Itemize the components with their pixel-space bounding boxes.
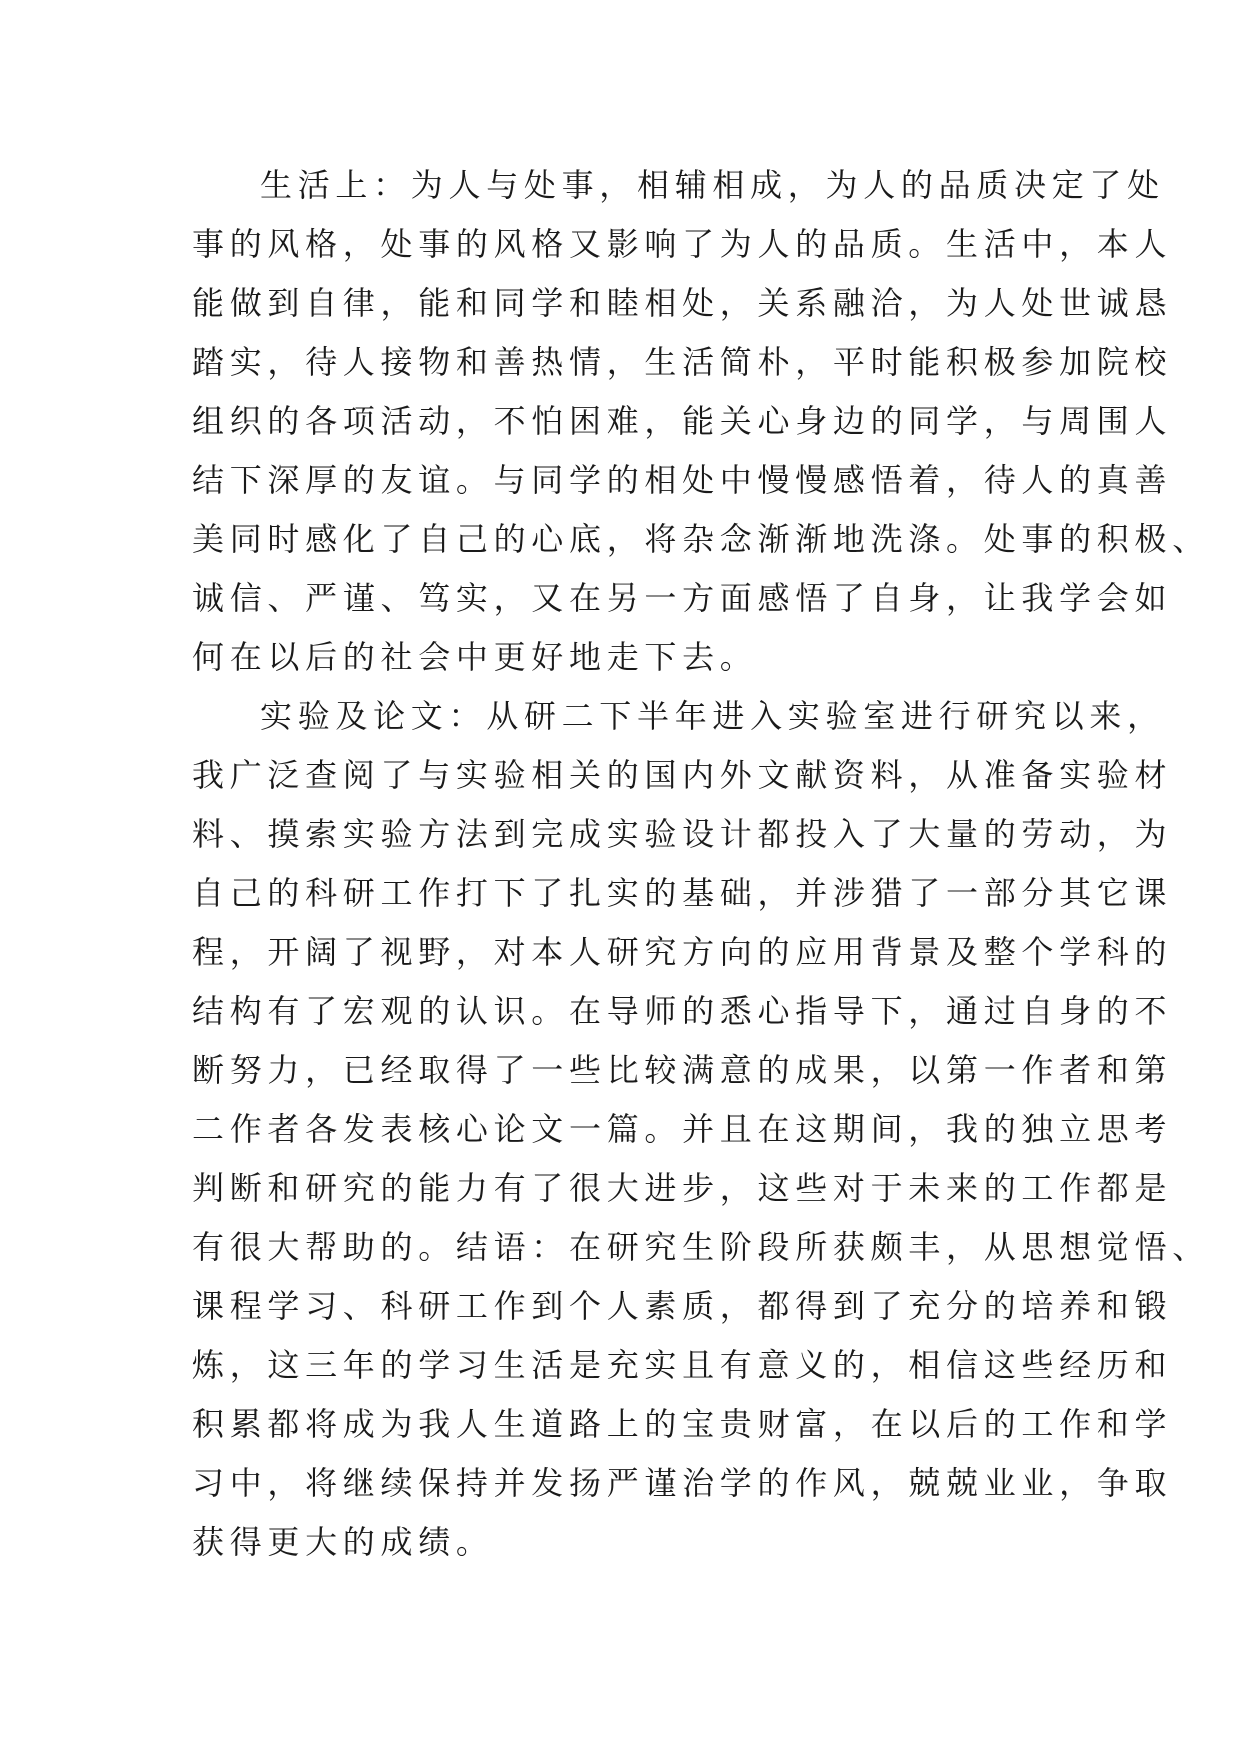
- text-line: 获得更大的成绩。: [192, 1523, 494, 1561]
- text-line: 有很大帮助的。结语：在研究生阶段所获颇丰，从思想觉悟、: [192, 1228, 1210, 1266]
- text-line: 何在以后的社会中更好地走下去。: [192, 638, 758, 676]
- text-line: 实验及论文：从研二下半年进入实验室进行研究以来，: [260, 697, 1165, 735]
- text-line: 生活上：为人与处事，相辅相成，为人的品质决定了处: [260, 166, 1165, 204]
- text-line: 事的风格，处事的风格又影响了为人的品质。生活中，本人: [192, 225, 1173, 263]
- paragraph-life: [0, 160, 1241, 691]
- text-line: 习中，将继续保持并发扬严谨治学的作风，兢兢业业，争取: [192, 1464, 1173, 1502]
- text-line: 能做到自律，能和同学和睦相处，关系融洽，为人处世诚恳: [192, 284, 1173, 322]
- text-line: 诚信、严谨、笃实，又在另一方面感悟了自身，让我学会如: [192, 579, 1173, 617]
- text-line: 自己的科研工作打下了扎实的基础，并涉猎了一部分其它课: [192, 874, 1173, 912]
- text-line: 判断和研究的能力有了很大进步，这些对于未来的工作都是: [192, 1169, 1173, 1207]
- text-line: 踏实，待人接物和善热情，生活简朴，平时能积极参加院校: [192, 343, 1173, 381]
- paragraph-experiment-and-thesis: [0, 691, 1241, 1576]
- text-line: 二作者各发表核心论文一篇。并且在这期间，我的独立思考: [192, 1110, 1173, 1148]
- text-line: 课程学习、科研工作到个人素质，都得到了充分的培养和锻: [192, 1287, 1173, 1325]
- text-line: 炼，这三年的学习生活是充实且有意义的，相信这些经历和: [192, 1346, 1173, 1384]
- text-line: 料、摸索实验方法到完成实验设计都投入了大量的劳动，为: [192, 815, 1173, 853]
- text-line: 美同时感化了自己的心底，将杂念渐渐地洗涤。处事的积极、: [192, 520, 1210, 558]
- text-line: 结构有了宏观的认识。在导师的悉心指导下，通过自身的不: [192, 992, 1173, 1030]
- text-line: 积累都将成为我人生道路上的宝贵财富，在以后的工作和学: [192, 1405, 1173, 1443]
- text-line: 结下深厚的友谊。与同学的相处中慢慢感悟着，待人的真善: [192, 461, 1173, 499]
- text-line: 组织的各项活动，不怕困难，能关心身边的同学，与周围人: [192, 402, 1173, 440]
- text-line: 程，开阔了视野，对本人研究方向的应用背景及整个学科的: [192, 933, 1173, 971]
- document-body: [0, 160, 1241, 1576]
- text-line: 断努力，已经取得了一些比较满意的成果，以第一作者和第: [192, 1051, 1173, 1089]
- text-line: 我广泛查阅了与实验相关的国内外文献资料，从准备实验材: [192, 756, 1173, 794]
